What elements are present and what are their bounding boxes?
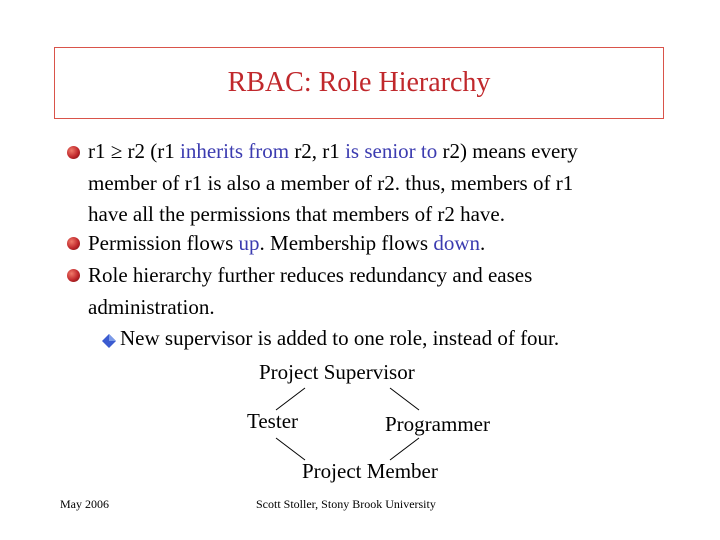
- role-programmer: Programmer: [385, 412, 490, 436]
- bullet-1-line-2: member of r1 is also a member of r2. thus, members of r1: [88, 170, 574, 195]
- bullet-1-line-3: have all the permissions that members of r2 have.: [88, 202, 505, 226]
- text-segment: . Membership flows: [259, 231, 434, 255]
- footer-date: May 2006: [60, 497, 109, 511]
- text-segment: r2, r1: [289, 139, 346, 163]
- text-segment: r1 ≥ r2 (r1: [88, 139, 180, 163]
- footer-author: Scott Stoller, Stony Brook University: [256, 497, 436, 511]
- sub-bullet: New supervisor is added to one role, instead of four.: [120, 326, 560, 350]
- slide-title: RBAC: Role Hierarchy: [227, 67, 491, 98]
- highlight-up: up: [238, 231, 260, 255]
- edge-programmer-member: [390, 438, 419, 460]
- edge-tester-member: [276, 438, 305, 460]
- text-segment: .: [480, 231, 486, 255]
- highlight-down: down: [433, 231, 481, 255]
- edge-supervisor-programmer: [390, 388, 419, 410]
- role-tester: Tester: [247, 409, 299, 433]
- text-segment: Permission flows: [88, 231, 239, 255]
- text-segment: r2) means every: [437, 139, 578, 163]
- role-project-supervisor: Project Supervisor: [259, 360, 415, 384]
- bullet-3-line-2: administration.: [88, 294, 215, 319]
- role-project-member: Project Member: [302, 459, 438, 483]
- edge-supervisor-tester: [276, 388, 305, 410]
- highlight-is-senior-to: is senior to: [345, 139, 438, 163]
- bullet-3-line-1: Role hierarchy further reduces redundancy and eases: [88, 263, 533, 287]
- highlight-inherits-from: inherits from: [180, 139, 290, 163]
